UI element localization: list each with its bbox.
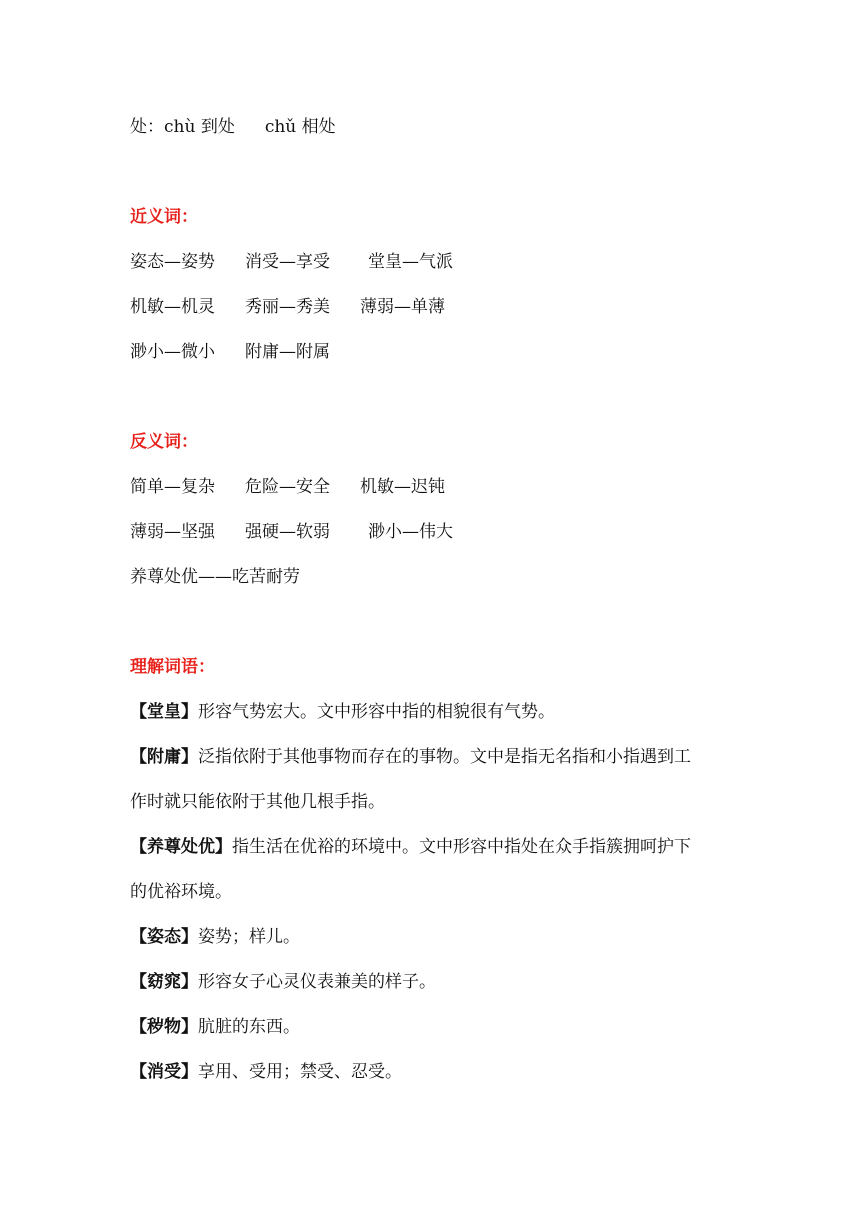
- definition-text: 形容气势宏大。文中形容中指的相貌很有气势。: [198, 702, 555, 722]
- definition-continuation: 作时就只能依附于其他几根手指。: [130, 792, 385, 812]
- definition-term: 【秽物】: [130, 1017, 198, 1037]
- definition-item: [130, 971, 436, 993]
- definition-term: 【附庸】: [130, 747, 198, 767]
- synonym-pair: 秀丽—秀美: [245, 297, 330, 317]
- antonym-pair: 强硬—软弱: [245, 522, 330, 542]
- synonym-row: [130, 251, 453, 273]
- definition-text: 形容女子心灵仪表兼美的样子。: [198, 972, 436, 992]
- synonym-pair: 附庸—附属: [245, 342, 330, 362]
- definition-item: [130, 746, 691, 768]
- definition-item: [130, 1061, 402, 1083]
- definition-text: 泛指依附于其他事物而存在的事物。文中是指无名指和小指遇到工: [198, 747, 691, 767]
- definition-item: [130, 1016, 300, 1038]
- antonym-pair: 危险—安全: [245, 477, 330, 497]
- pron-pinyin-2: chǔ: [264, 117, 297, 137]
- definition-continuation: 的优裕环境。: [130, 882, 232, 902]
- definition-term: 【窈窕】: [130, 972, 198, 992]
- definition-text: 享用、受用；禁受、忍受。: [198, 1062, 402, 1082]
- synonym-pair: 机敏—机灵: [130, 297, 215, 317]
- pron-word-1: 到处: [200, 117, 235, 137]
- antonym-pair: 机敏—迟钝: [360, 477, 445, 497]
- definition-term: 【姿态】: [130, 927, 198, 947]
- antonym-pair: 简单—复杂: [130, 477, 215, 497]
- definitions-heading: 理解词语：: [130, 657, 215, 677]
- definition-term: 【堂皇】: [130, 702, 198, 722]
- antonym-row: [130, 476, 445, 498]
- synonym-pair: 堂皇—气派: [368, 252, 453, 272]
- definition-text: 姿势；样儿。: [198, 927, 300, 947]
- definition-item: [130, 836, 691, 858]
- synonym-pair: 薄弱—单薄: [360, 297, 445, 317]
- antonyms-heading: 反义词：: [130, 432, 198, 452]
- pron-word-2: 相处: [301, 117, 336, 137]
- definition-item: [130, 701, 555, 723]
- definition-text: 指生活在优裕的环境中。文中形容中指处在众手指簇拥呵护下: [232, 837, 691, 857]
- definition-term: 【养尊处优】: [130, 837, 232, 857]
- definition-text: 肮脏的东西。: [198, 1017, 300, 1037]
- pron-pinyin-1: chù: [164, 117, 196, 137]
- synonym-row: [130, 296, 445, 318]
- antonym-pair: 薄弱—坚强: [130, 522, 215, 542]
- pron-char: 处：: [130, 117, 164, 137]
- antonym-pair: 养尊处优——吃苦耐劳: [130, 567, 300, 587]
- synonym-row: [130, 341, 330, 363]
- synonyms-heading: 近义词：: [130, 207, 198, 227]
- antonym-row: [130, 566, 300, 588]
- antonym-pair: 渺小—伟大: [368, 522, 453, 542]
- definition-item: [130, 926, 300, 948]
- synonym-pair: 消受—享受: [245, 252, 330, 272]
- pronunciation-line: [130, 116, 336, 138]
- antonym-row: [130, 521, 453, 543]
- synonym-pair: 渺小—微小: [130, 342, 215, 362]
- synonym-pair: 姿态—姿势: [130, 252, 215, 272]
- definition-term: 【消受】: [130, 1062, 198, 1082]
